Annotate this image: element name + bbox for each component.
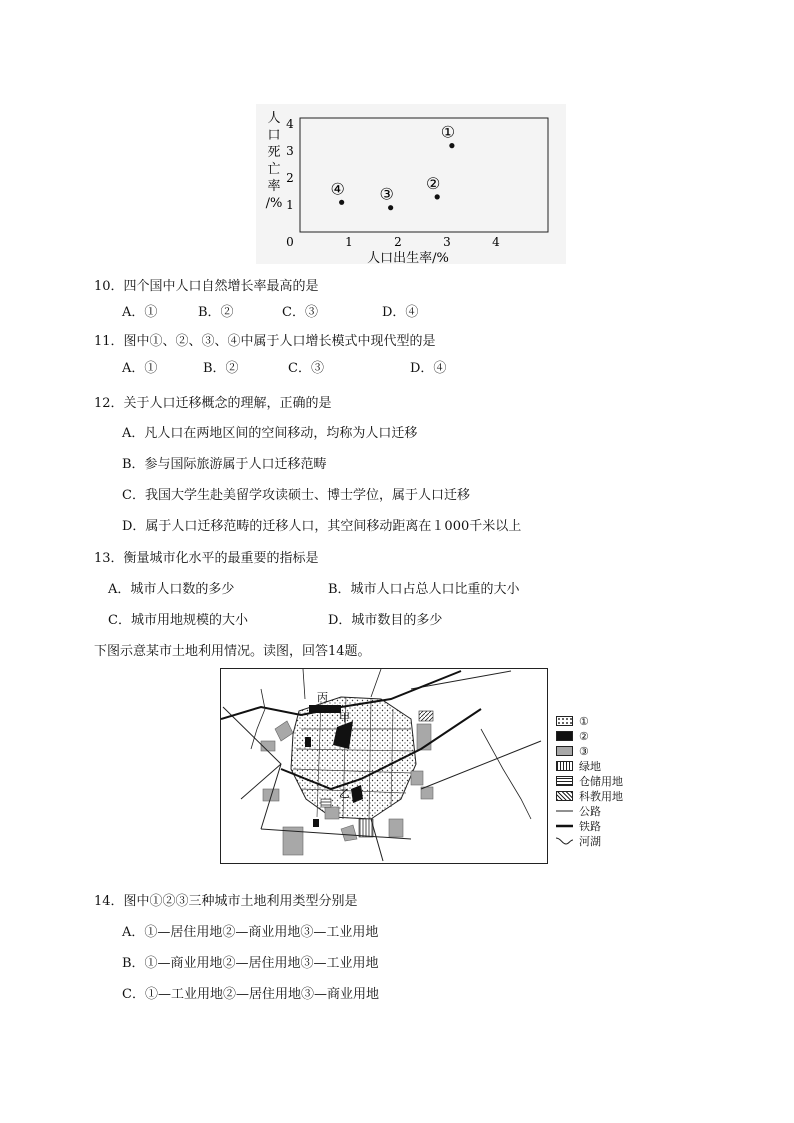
y-axis-label: 人口死亡率/%: [265, 111, 283, 211]
q10-option-d[interactable]: D．④: [382, 305, 419, 320]
scatter-point: [388, 205, 393, 210]
legend-label: ②: [579, 729, 589, 743]
q11-option-c[interactable]: C．③: [288, 361, 324, 376]
q12-option-a[interactable]: A．凡人口在两地区间的空间移动，均称为人口迁移: [122, 426, 418, 441]
q13-option-d[interactable]: D．城市数目的多少: [328, 613, 443, 628]
y-tick-label: 1: [286, 198, 294, 212]
point-label: ①: [440, 122, 456, 142]
question-14-intro: 下图示意某市土地利用情况。读图，回答14题。: [94, 644, 371, 659]
legend-item-1: [556, 714, 589, 728]
x-tick-label: 0: [286, 235, 294, 249]
legend-label: 科教用地: [579, 790, 623, 803]
plot-frame: [300, 118, 548, 232]
legend-label: 绿地: [579, 760, 601, 773]
scatter-point: [449, 143, 454, 148]
question-10-stem: 10．四个国中人口自然增长率最高的是: [94, 279, 319, 294]
q14-option-a[interactable]: A．①—居住用地②—商业用地③—工业用地: [122, 925, 379, 940]
question-13-stem: 13．衡量城市化水平的最重要的指标是: [94, 551, 319, 566]
x-tick-label: 3: [443, 235, 451, 249]
river-icon: [556, 836, 573, 846]
question-12-stem: 12．关于人口迁移概念的理解，正确的是: [94, 396, 332, 411]
y-tick-label: 4: [286, 117, 294, 131]
legend-item-2: [556, 729, 589, 743]
legend-label: ③: [579, 744, 589, 758]
legend-label: 公路: [579, 805, 601, 818]
legend-item-5: [556, 774, 623, 788]
x-tick-label: 4: [492, 235, 500, 249]
q12-option-b[interactable]: B．参与国际旅游属于人口迁移范畴: [122, 457, 327, 472]
legend-item-3: [556, 744, 589, 758]
q14-option-b[interactable]: B．①—商业用地②—居住用地③—工业用地: [122, 956, 379, 971]
legend-item-6: [556, 789, 623, 803]
dots-swatch-icon: [556, 716, 573, 726]
point-label: ②: [426, 173, 441, 193]
question-14-stem: 14．图中①②③三种城市土地利用类型分别是: [94, 894, 358, 909]
legend-item-8: [556, 819, 601, 833]
map-drawing: [221, 669, 546, 862]
x-tick-label: 1: [345, 235, 353, 249]
y-tick-label: 3: [286, 144, 294, 158]
y-tick-label: 2: [286, 171, 294, 185]
q13-option-c[interactable]: C．城市用地规模的大小: [108, 613, 248, 628]
q12-option-c[interactable]: C．我国大学生赴美留学攻读硕士、博士学位，属于人口迁移: [122, 488, 470, 503]
q11-option-a[interactable]: A．①: [122, 361, 158, 376]
legend-item-7: [556, 804, 601, 818]
legend-label: 铁路: [579, 820, 601, 833]
legend-label: 河湖: [579, 835, 601, 848]
population-scatter-chart: [256, 104, 566, 264]
q13-option-b[interactable]: B．城市人口占总人口比重的大小: [328, 582, 520, 597]
scatter-point: [435, 194, 440, 199]
vertical-hatch-swatch-icon: [556, 761, 573, 771]
gray-swatch-icon: [556, 746, 573, 756]
legend-item-9: [556, 834, 601, 848]
legend-label: ①: [579, 714, 589, 728]
legend-item-4: [556, 759, 601, 773]
q11-option-b[interactable]: B．②: [203, 361, 239, 376]
road-line-icon: [556, 806, 573, 816]
railway-line-icon: [556, 821, 573, 831]
map-label-jia: 甲: [339, 711, 350, 724]
point-label: ④: [330, 179, 345, 199]
map-label-yi: 乙: [339, 787, 350, 800]
legend-label: 仓储用地: [579, 775, 623, 788]
q12-option-d[interactable]: D．属于人口迁移范畴的迁移人口，其空间移动距离在１000千米以上: [122, 519, 522, 534]
point-label: ③: [379, 184, 394, 204]
x-tick-label: 2: [394, 235, 402, 249]
scatter-point: [339, 200, 344, 205]
q10-option-b[interactable]: B．②: [198, 305, 234, 320]
q10-option-a[interactable]: A．①: [122, 305, 158, 320]
horizontal-hatch-swatch-icon: [556, 776, 573, 786]
scatter-plot: [256, 104, 566, 264]
diagonal-hatch-swatch-icon: [556, 791, 573, 801]
city-land-use-map: [220, 668, 548, 864]
x-axis-label: 人口出生率/%: [367, 251, 449, 264]
question-11-stem: 11．图中①、②、③、④中属于人口增长模式中现代型的是: [94, 334, 436, 349]
q11-option-d[interactable]: D．④: [410, 361, 447, 376]
map-label-bing: 丙: [317, 691, 328, 704]
black-swatch-icon: [556, 731, 573, 741]
q14-option-c[interactable]: C．①—工业用地②—居住用地③—商业用地: [122, 987, 379, 1002]
q10-option-c[interactable]: C．③: [282, 305, 318, 320]
q13-option-a[interactable]: A．城市人口数的多少: [108, 582, 235, 597]
